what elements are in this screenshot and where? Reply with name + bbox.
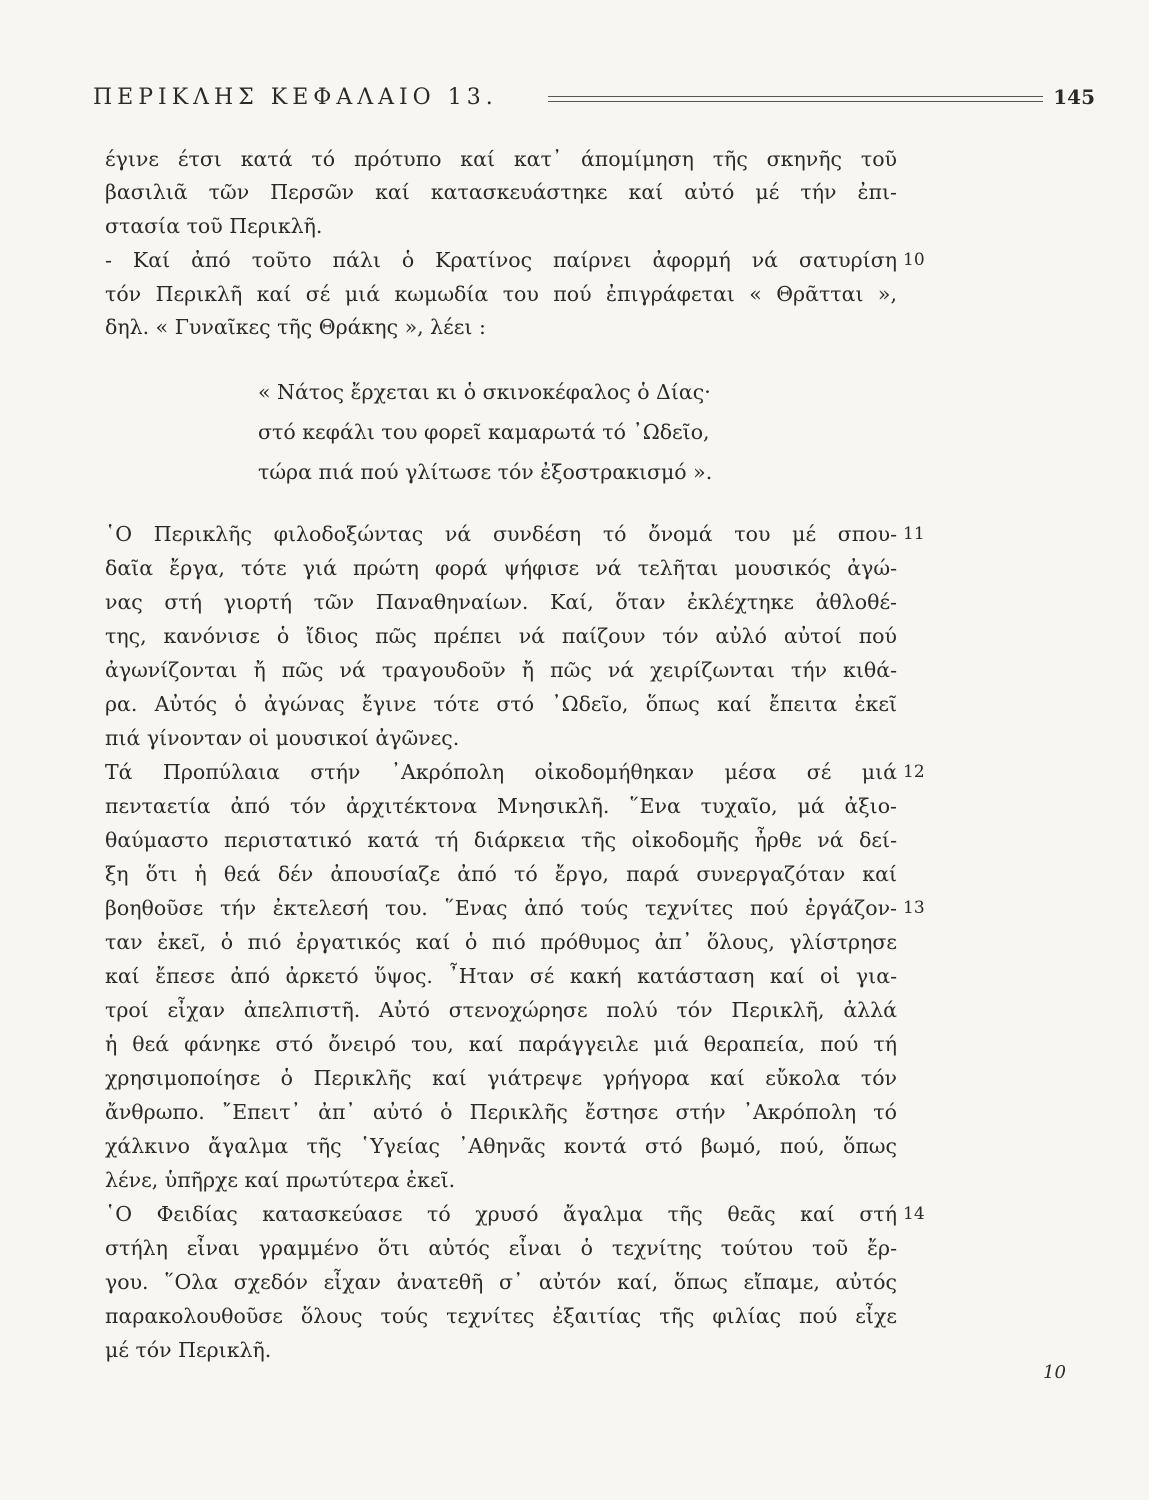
text-line: τροί εἶχαν ἀπελπιστῆ. Αὐτό στενοχώρησε πολύ τόν Περικλῆ, ἀλλά xyxy=(105,998,897,1022)
margin-number: 10 xyxy=(903,250,925,270)
margin-number: 14 xyxy=(903,1204,925,1224)
text-line: μέ τόν Περικλῆ. xyxy=(105,1338,272,1362)
text-line: πιά γίνονταν οἱ μουσικοί ἀγῶνες. xyxy=(105,726,460,750)
text-line: καί ἔπεσε ἀπό ἀρκετό ὕψος. ῏Ηταν σέ κακή κατάσταση καί οἱ για- xyxy=(105,964,897,988)
text-line: νας στή γιορτή τῶν Παναθηναίων. Καί, ὅταν ἐκλέχτηκε ἀθλοθέ- xyxy=(105,590,897,614)
text-line: χρησιμοποίησε ὁ Περικλῆς καί γιάτρεψε γρήγορα καί εὔκολα τόν xyxy=(105,1066,897,1090)
text-line: στασία τοῦ Περικλῆ. xyxy=(105,214,323,238)
text-line: βοηθοῦσε τήν ἐκτελεσή του. ῞Ενας ἀπό τούς τεχνίτες πού ἐργάζον- xyxy=(105,896,897,920)
verse-line: τώρα πιά πού γλίτωσε τόν ἐξοστρακισμό ». xyxy=(258,460,713,484)
page-number: 145 xyxy=(1053,85,1095,109)
text-line: βασιλιᾶ τῶν Περσῶν καί κατασκευάστηκε καί αὐτό μέ τήν ἐπι- xyxy=(105,180,897,204)
running-title: ΠΕΡΙΚΛΗΣ ΚΕΦΑΛΑΙΟ 13. xyxy=(93,85,498,110)
text-line: ῾Ο Φειδίας κατασκεύασε τό χρυσό ἄγαλμα τῆς θεᾶς καί στή xyxy=(105,1202,897,1226)
running-header xyxy=(93,82,1095,118)
text-line: ρα. Αὐτός ὁ ἀγώνας ἔγινε τότε στό ᾿Ωδεῖο, ὅπως καί ἔπειτα ἐκεῖ xyxy=(105,692,897,716)
text-line: δαῖα ἔργα, τότε γιά πρώτη φορά ψήφισε νά τελῆται μουσικός ἀγώ- xyxy=(105,556,897,580)
text-line: παρακολουθοῦσε ὅλους τούς τεχνίτες ἐξαιτίας τῆς φιλίας πού εἶχε xyxy=(105,1304,897,1328)
text-line: της, κανόνισε ὁ ἴδιος πῶς πρέπει νά παίζουν τόν αὐλό αὐτοί πού xyxy=(105,624,897,648)
text-line: στήλη εἶναι γραμμένο ὅτι αὐτός εἶναι ὁ τεχνίτης τούτου τοῦ ἔρ- xyxy=(105,1236,897,1260)
text-line: έγινε έτσι κατά τό πρότυπο καί κατ᾽ άπομίμηση τῆς σκηνῆς τοῦ xyxy=(105,147,897,171)
text-line: ἄνθρωπο. ῎Επειτ᾽ ἀπ᾽ αὐτό ὁ Περικλῆς ἔστησε στήν ᾿Ακρόπολη τό xyxy=(105,1100,897,1124)
text-line: ἀγωνίζονται ἤ πῶς νά τραγουδοῦν ἤ πῶς νά χειρίζωνται τήν κιθά- xyxy=(105,658,897,682)
text-line: θαύμαστο περιστατικό κατά τή διάρκεια τῆς οἰκοδομῆς ἦρθε νά δεί- xyxy=(105,828,897,852)
verse-line: « Νάτος ἔρχεται κι ὁ σκινοκέφαλος ὁ Δίας· xyxy=(258,380,711,404)
page-signature: 10 xyxy=(1043,1362,1066,1383)
header-rule xyxy=(548,96,1043,102)
text-line: ῾Ο Περικλῆς φιλοδοξώντας νά συνδέση τό ὄνομά του μέ σπου- xyxy=(105,522,897,546)
text-line: ξη ὅτι ἡ θεά δέν ἀπουσίαζε ἀπό τό ἔργο, παρά συνεργαζόταν καί xyxy=(105,862,897,886)
margin-number: 12 xyxy=(903,762,925,782)
text-line: πενταετία ἀπό τόν ἀρχιτέκτονα Μνησικλῆ. ῞Ενα τυχαῖο, μά ἀξιο- xyxy=(105,794,897,818)
text-line: - Καί ἀπό τοῦτο πάλι ὁ Κρατίνος παίρνει ἀφορμή νά σατυρίση xyxy=(105,248,897,272)
text-line: λένε, ὑπῆρχε καί πρωτύτερα ἐκεῖ. xyxy=(105,1168,456,1192)
text-line: τόν Περικλῆ καί σέ μιά κωμωδία του πού ἐπιγράφεται « Θρᾶτται », xyxy=(105,282,897,306)
margin-number: 13 xyxy=(903,898,925,918)
margin-number: 11 xyxy=(903,524,925,544)
text-line: χάλκινο ἄγαλμα τῆς ῾Υγείας ᾿Αθηνᾶς κοντά στό βωμό, πού, ὅπως xyxy=(105,1134,897,1158)
text-line: δηλ. « Γυναῖκες τῆς Θράκης », λέει : xyxy=(105,315,486,339)
text-line: γου. ῞Ολα σχεδόν εἶχαν ἀνατεθῆ σ᾽ αὐτόν καί, ὅπως εἴπαμε, αὐτός xyxy=(105,1270,897,1294)
text-line: Τά Προπύλαια στήν ᾿Ακρόπολη οἰκοδομήθηκαν μέσα σέ μιά xyxy=(105,760,897,784)
verse-line: στό κεφάλι του φορεῖ καμαρωτά τό ᾿Ωδεῖο, xyxy=(258,420,710,444)
text-line: ταν ἐκεῖ, ὁ πιό ἐργατικός καί ὁ πιό πρόθυμος ἀπ᾽ ὅλους, γλίστρησε xyxy=(105,930,897,954)
text-line: ἡ θεά φάνηκε στό ὄνειρό του, καί παράγγειλε μιά θεραπεία, πού τή xyxy=(105,1032,897,1056)
